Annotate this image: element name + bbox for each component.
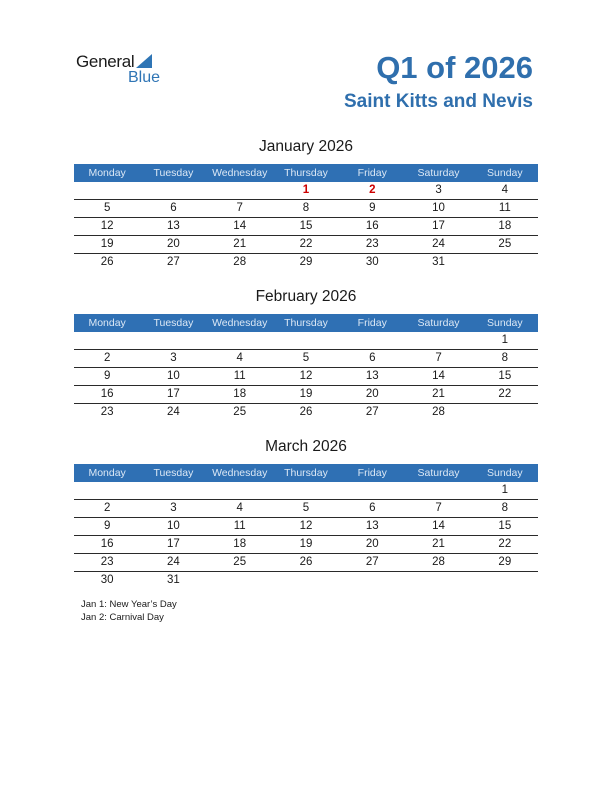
empty-day-cell [472, 404, 538, 421]
weekday-header: Sunday [487, 167, 523, 179]
day-cell: 31 [167, 574, 180, 586]
day-cell: 29 [299, 256, 313, 268]
day-cell: 25 [233, 406, 247, 418]
day-cell: 3 [435, 184, 442, 196]
day-cell: 5 [103, 202, 111, 214]
day-cell: 14 [233, 220, 247, 232]
weekday-header: Thursday [284, 167, 328, 179]
day-cell: 21 [233, 238, 247, 250]
calendar-month-january [74, 135, 538, 271]
day-cell: 9 [103, 370, 111, 382]
month-title: March 2026 [265, 438, 347, 455]
day-cell: 2 [369, 184, 376, 196]
empty-day-cell [74, 482, 140, 499]
day-cell: 23 [100, 556, 114, 568]
weekday-header: Tuesday [153, 467, 194, 479]
day-cell: 4 [501, 184, 509, 196]
week-row [74, 182, 538, 200]
day-cell: 21 [432, 538, 445, 550]
day-cell: 13 [167, 220, 180, 232]
day-cell: 18 [233, 538, 247, 550]
week-row [74, 404, 538, 421]
weekday-header: Thursday [284, 467, 328, 479]
calendar-month-february [74, 285, 538, 421]
week-row [74, 200, 538, 218]
day-cell: 8 [302, 202, 310, 214]
day-cell: 1 [501, 484, 509, 496]
day-cell: 24 [432, 238, 445, 250]
day-cell: 8 [501, 352, 509, 364]
empty-day-cell [405, 482, 471, 499]
day-cell: 25 [233, 556, 247, 568]
empty-day-cell [405, 572, 471, 589]
day-cell: 3 [170, 502, 177, 514]
week-row [74, 350, 538, 368]
weekday-header: Thursday [284, 317, 328, 329]
day-cell: 18 [498, 220, 512, 232]
weekday-header: Monday [88, 467, 126, 479]
weekday-header: Monday [88, 167, 126, 179]
weekday-header: Friday [357, 167, 387, 179]
day-cell: 6 [369, 352, 376, 364]
day-cell: 17 [432, 220, 445, 232]
day-cell: 26 [299, 556, 313, 568]
week-row [74, 236, 538, 254]
day-cell: 20 [365, 538, 379, 550]
weekday-header-row [74, 314, 538, 332]
weekday-header: Sunday [487, 467, 523, 479]
day-cell: 14 [432, 520, 445, 532]
weekday-header: Monday [88, 317, 126, 329]
day-cell: 18 [233, 388, 247, 400]
empty-day-cell [273, 572, 339, 589]
day-cell: 7 [435, 502, 442, 514]
logo-triangle-icon [136, 54, 152, 68]
day-cell: 26 [299, 406, 313, 418]
logo-blue-text: Blue [128, 69, 161, 86]
day-cell: 10 [167, 370, 180, 382]
day-cell: 5 [302, 502, 310, 514]
empty-day-cell [140, 482, 206, 499]
page-title: Q1 of 2026 [376, 50, 533, 85]
week-row [74, 482, 538, 500]
empty-day-cell [207, 182, 273, 199]
week-row [74, 332, 538, 350]
empty-day-cell [405, 332, 471, 349]
day-cell: 9 [103, 520, 111, 532]
day-cell: 8 [501, 502, 509, 514]
country-subtitle: Saint Kitts and Nevis [344, 91, 533, 112]
day-cell: 3 [170, 352, 177, 364]
day-cell: 30 [100, 574, 114, 586]
empty-day-cell [339, 572, 405, 589]
holiday-note: Jan 2: Carnival Day [81, 612, 164, 623]
day-cell: 16 [365, 220, 379, 232]
day-cell: 2 [103, 352, 111, 364]
day-cell: 31 [432, 256, 445, 268]
empty-day-cell [273, 332, 339, 349]
day-cell: 4 [236, 352, 243, 364]
day-cell: 12 [100, 220, 114, 232]
day-cell: 28 [432, 556, 445, 568]
week-row [74, 500, 538, 518]
empty-day-cell [472, 572, 538, 589]
day-cell: 21 [432, 388, 445, 400]
empty-day-cell [472, 254, 538, 271]
logo-general-text: General [76, 52, 135, 71]
day-cell: 22 [299, 238, 313, 250]
weekday-header: Saturday [417, 317, 460, 329]
day-cell: 22 [498, 388, 512, 400]
weekday-header: Tuesday [153, 167, 194, 179]
day-cell: 11 [233, 520, 246, 532]
empty-day-cell [74, 182, 140, 199]
weekday-header: Saturday [417, 467, 460, 479]
empty-day-cell [207, 482, 273, 499]
day-cell: 24 [167, 406, 180, 418]
day-cell: 9 [369, 202, 376, 214]
day-cell: 7 [435, 352, 442, 364]
day-cell: 16 [100, 388, 114, 400]
day-cell: 1 [302, 184, 310, 196]
weekday-header-row [74, 464, 538, 482]
week-row [74, 554, 538, 572]
day-cell: 12 [299, 520, 313, 532]
week-row [74, 218, 538, 236]
weekday-header: Wednesday [212, 467, 268, 479]
day-cell: 7 [236, 202, 243, 214]
month-title: February 2026 [255, 288, 357, 305]
day-cell: 22 [498, 538, 512, 550]
generalblue-logo [76, 52, 176, 88]
day-cell: 11 [233, 370, 246, 382]
day-cell: 28 [432, 406, 445, 418]
empty-day-cell [339, 482, 405, 499]
day-cell: 23 [365, 238, 379, 250]
day-cell: 27 [365, 556, 379, 568]
day-cell: 27 [365, 406, 379, 418]
day-cell: 12 [299, 370, 313, 382]
week-row [74, 386, 538, 404]
day-cell: 13 [365, 520, 379, 532]
day-cell: 20 [167, 238, 180, 250]
day-cell: 15 [498, 370, 512, 382]
weekday-header: Friday [357, 317, 387, 329]
day-cell: 25 [498, 238, 512, 250]
empty-day-cell [207, 572, 273, 589]
empty-day-cell [140, 332, 206, 349]
empty-day-cell [273, 482, 339, 499]
day-cell: 17 [167, 538, 180, 550]
day-cell: 11 [498, 202, 511, 214]
day-cell: 15 [299, 220, 313, 232]
day-cell: 26 [100, 256, 114, 268]
day-cell: 19 [100, 238, 114, 250]
week-row [74, 518, 538, 536]
day-cell: 1 [501, 334, 509, 346]
day-cell: 16 [100, 538, 114, 550]
day-cell: 14 [432, 370, 445, 382]
weekday-header: Wednesday [212, 167, 268, 179]
day-cell: 28 [233, 256, 247, 268]
day-cell: 5 [302, 352, 310, 364]
holiday-note: Jan 1: New Year’s Day [81, 599, 177, 610]
day-cell: 19 [299, 388, 313, 400]
week-row [74, 368, 538, 386]
day-cell: 6 [369, 502, 376, 514]
day-cell: 20 [365, 388, 379, 400]
holiday-notes [81, 598, 177, 624]
day-cell: 24 [167, 556, 180, 568]
empty-day-cell [140, 182, 206, 199]
day-cell: 13 [365, 370, 379, 382]
weekday-header: Tuesday [153, 317, 194, 329]
calendar-month-march [74, 435, 538, 589]
day-cell: 10 [432, 202, 445, 214]
week-row [74, 536, 538, 554]
day-cell: 19 [299, 538, 313, 550]
day-cell: 17 [167, 388, 180, 400]
day-cell: 2 [103, 502, 111, 514]
weekday-header: Saturday [417, 167, 460, 179]
day-cell: 27 [167, 256, 180, 268]
week-row [74, 572, 538, 589]
weekday-header: Sunday [487, 317, 523, 329]
empty-day-cell [339, 332, 405, 349]
empty-day-cell [74, 332, 140, 349]
weekday-header: Wednesday [212, 317, 268, 329]
day-cell: 6 [170, 202, 177, 214]
weekday-header: Friday [357, 467, 387, 479]
day-cell: 10 [167, 520, 180, 532]
weekday-header-row [74, 164, 538, 182]
day-cell: 30 [365, 256, 379, 268]
week-row [74, 254, 538, 271]
empty-day-cell [207, 332, 273, 349]
month-title: January 2026 [259, 138, 353, 155]
day-cell: 29 [498, 556, 512, 568]
day-cell: 4 [236, 502, 243, 514]
day-cell: 15 [498, 520, 512, 532]
day-cell: 23 [100, 406, 114, 418]
